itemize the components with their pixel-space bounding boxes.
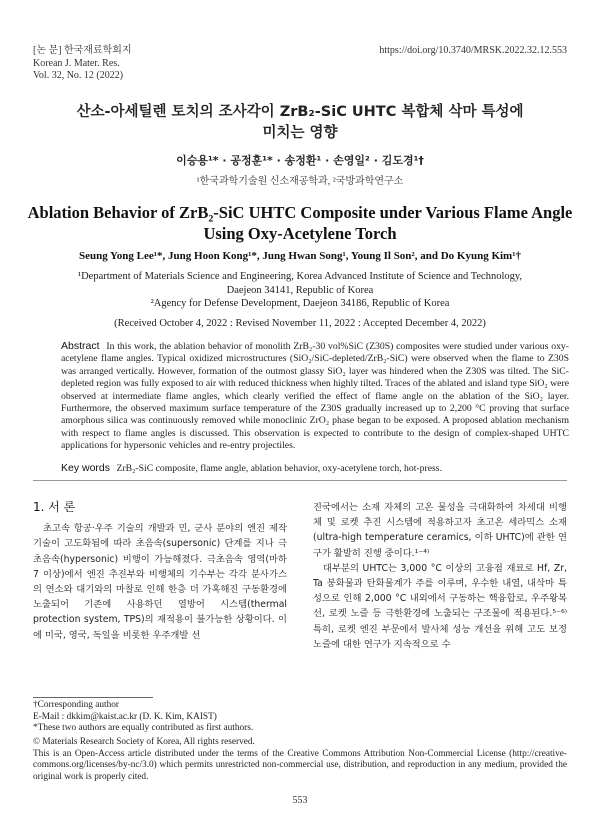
english-authors: Seung Yong Lee¹*, Jung Hoon Kong¹*, Jung Hwan Song¹, Young Il Son², and Do Kyung Kim¹†: [78, 250, 522, 262]
journal-header: [33, 45, 132, 83]
intro-paragraph-2: 대부분의 UHTC는 3,000 °C 이상의 고융점 재료로 Hf, Zr, Ta 붕화물과 탄화물계가 주를 이루며, 우수한 내열, 내삭마 특성으로 인해 2,000 °C 내외에서 구동하는 핵융합로, 우주왕복선, 로켓 노즐 등 극한환경에 노출되는 구조물에 적용된다.⁵⁻⁶⁾ 특히, 로켓 엔진 부문에서 발사체 성능 개선을 위해 고도 보정 노즐에 대한 연구가 지속적으로 수: [313, 562, 567, 650]
keywords: [61, 462, 569, 474]
page-number: 553: [292, 795, 308, 806]
copyright: © Materials Research Society of Korea, All rights reserved.: [33, 737, 255, 747]
korean-affiliation: ¹한국과학기술원 신소재공학과, ²국방과학연구소: [196, 176, 404, 187]
abstract: [61, 340, 569, 453]
journal-name-kr: [논 문] 한국재료학회지: [33, 45, 132, 56]
keywords-text: ZrB₂-SiC composite, flame angle, ablation behavior, oxy-acetylene torch, hot-press.: [116, 463, 442, 474]
license-text: This is an Open-Access article distributed under the terms of the Creative Commons Attribution Non-Commercial License (http://creative-commons.org/licenses/by-nc/3.0) which permits unrestricted non-commercial use, distribution, and reproduction in any medium, provided the original work is properly cited.: [33, 748, 567, 782]
journal-name-en: Korean J. Mater. Res.: [33, 57, 120, 69]
footnotes: [33, 700, 567, 735]
keywords-label: Key words: [61, 462, 111, 474]
left-column: [33, 500, 287, 643]
doi-link[interactable]: https://doi.org/10.3740/MRSK.2022.32.12.553: [379, 45, 567, 56]
korean-authors: 이승용¹* · 공정훈¹* · 송정환¹ · 손영일² · 김도경¹†: [176, 154, 424, 167]
intro-paragraph-1-cont: 진국에서는 소재 자체의 고온 물성을 극대화하여 차세대 비행체 및 로켓 추진 시스템에 적용하고자 초고온 세라믹스 소재(ultra-high temperature ceramics, 이하 UHTC)에 관한 연구가 활발히 진행 중이다.¹⁻⁴⁾: [313, 502, 567, 559]
received-dates: (Received October 4, 2022 : Revised November 11, 2022 : Accepted December 4, 2022): [114, 318, 486, 329]
abstract-text: In this work, the ablation behavior of monolith ZrB₂-30 vol%SiC (Z30S) composites were studied under various oxy-acetylene flame angles. Typical oxidized microstructures (SiO₂/SiC-depleted/ZrB₂-SiC) were observed when the flame to Z30S was arranged vertically. However, formation of the outmost glassy SiO₂ layer was hindered when the Z30S was tilted. The SiC-depleted region was fully exposed to air with reduced thickness when highly tilted. Traces of the ablated and island type SiO₂ were observed at intermediate flame angles, which clearly verified the effect of flame angle on the ablation of the SiO₂ layer. Furthermore, the observed maximum surface temperature of the Z30S gradually increased up to 2,200 °C proving that surface amorphous silica was continuously removed while monoclinic ZrO₂ phase began to be exposed. A proposed ablation mechanism with respect to flame angles is discussed. This observation is expected to contribute to the design of complex-shaped UHTC applications for hypersonic vehicles and re-entry projectiles.: [61, 341, 569, 452]
author-email[interactable]: E-Mail : dkkim@kaist.ac.kr (D. K. Kim, KAIST): [33, 711, 217, 722]
intro-paragraph-1: 초고속 항공·우주 기술의 개발과 민, 군사 분야의 엔진 제작 기술이 고도화됨에 따라 초음속(supersonic) 단계를 지나 극초음속(hypersonic) 비행이 가능해졌다. 극초음속 영역(마하 7 이상)에서 엔진 추진부와 비행체의 기수부는 각각 분사가스의 연소와 대기와의 마찰로 인해 한층 더 가혹해진 구동환경에 노출되어 기존에 사용하던 열방어 시스템(thermal protection system, TPS)의 재적용이 불가능한 상황이다. 이에 미국, 영국, 독일을 비롯한 우주개발 선: [33, 523, 287, 641]
license-block: [33, 737, 567, 783]
korean-title: 산소-아세틸렌 토치의 조사각이 ZrB₂-SiC UHTC 복합체 삭마 특성에 미치는 영향: [76, 104, 524, 141]
equal-contribution: *These two authors are equally contributed as first authors.: [33, 723, 254, 733]
right-column: [313, 500, 567, 652]
english-title: Ablation Behavior of ZrB₂-SiC UHTC Composite under Various Flame Angle Using Oxy-Acetylene Torch: [27, 203, 573, 243]
abstract-label: Abstract: [61, 340, 100, 352]
english-affiliation: ¹Department of Materials Science and Engineering, Korea Advanced Institute of Science and Technology, Daejeon 34141, Republic of Korea ²Agency for Defense Development, Daejeon 34186, Republic of Korea: [77, 271, 523, 309]
corresponding-author: †Corresponding author: [33, 700, 119, 710]
section-divider: [33, 480, 567, 481]
footnote-rule: [33, 697, 153, 698]
journal-volume: Vol. 32, No. 12 (2022): [33, 70, 124, 81]
section-heading: 1. 서 론: [33, 500, 76, 514]
